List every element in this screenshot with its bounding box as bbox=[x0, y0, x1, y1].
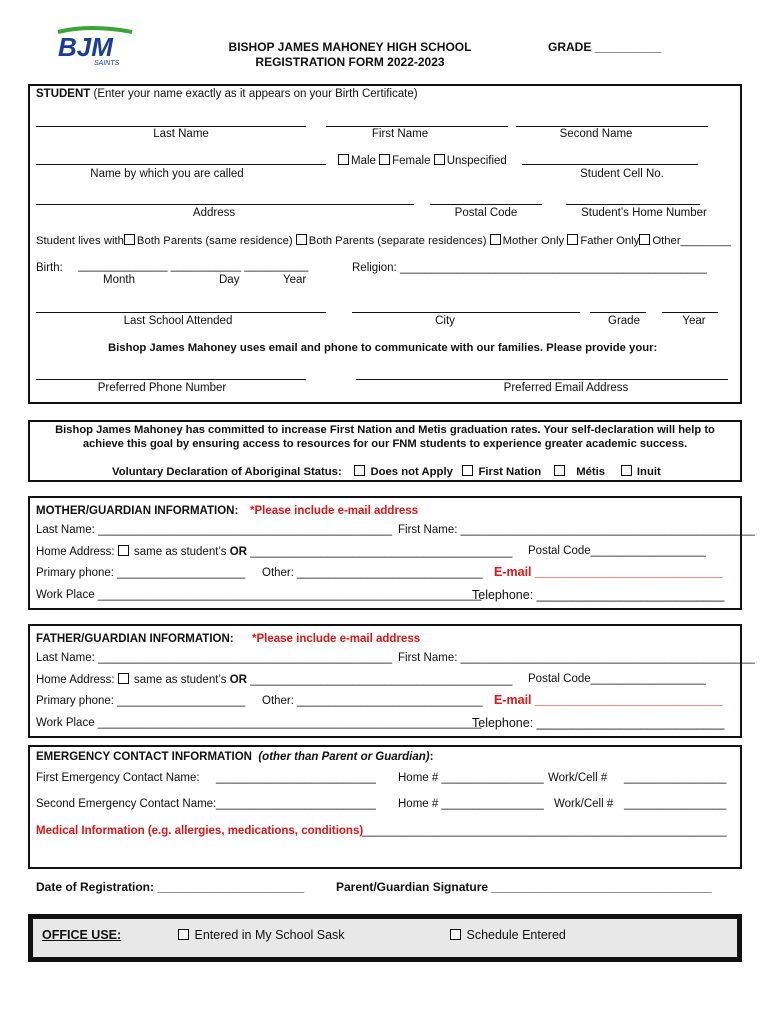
second-name-label: Second Name bbox=[559, 128, 633, 140]
student-heading: STUDENT (Enter your name exactly as it appears on your Birth Certificate) bbox=[36, 88, 418, 100]
checkbox-icon bbox=[379, 154, 390, 165]
aboriginal-text-2: achieve this goal by ensuring access to resources for our FNM students to experience greater academic success. bbox=[82, 438, 688, 450]
second-emergency-work-label: Work/Cell # bbox=[554, 798, 614, 810]
checkbox-icon bbox=[296, 234, 307, 245]
office-use-section bbox=[33, 919, 737, 957]
father-email[interactable]: E-mail ___________________________ bbox=[494, 693, 723, 707]
day-label: Day bbox=[219, 274, 240, 286]
form-title: REGISTRATION FORM 2022-2023 bbox=[255, 55, 445, 69]
mother-email[interactable]: E-mail ___________________________ bbox=[494, 565, 723, 579]
medical-blank[interactable]: _________________________________________________________ bbox=[362, 825, 727, 837]
lives-mother-only-option[interactable]: Mother Only bbox=[490, 235, 565, 247]
checkbox-icon bbox=[450, 929, 461, 940]
cell-label: Student Cell No. bbox=[580, 168, 664, 180]
emergency-heading: EMERGENCY CONTACT INFORMATION (other than Parent or Guardian): bbox=[36, 751, 434, 763]
gender-options bbox=[338, 154, 507, 167]
checkbox-icon bbox=[178, 929, 189, 940]
lives-other-option[interactable]: Other________ bbox=[639, 235, 731, 247]
not-apply-option[interactable]: Does not Apply bbox=[354, 466, 453, 478]
lives-both-separate-option[interactable]: Both Parents (separate residences) bbox=[296, 235, 487, 247]
first-emergency-label: First Emergency Contact Name: bbox=[36, 772, 200, 784]
lives-father-only-option[interactable]: Father Only bbox=[567, 235, 639, 247]
first-emergency-work-blank[interactable]: ________________ bbox=[624, 772, 727, 784]
first-emergency-name-blank[interactable]: _________________________ bbox=[216, 772, 376, 784]
school-logo bbox=[50, 26, 142, 68]
birth-label: Birth: bbox=[36, 262, 63, 274]
registration-date[interactable]: Date of Registration: ______________________ bbox=[36, 880, 305, 894]
school-name: BISHOP JAMES MAHONEY HIGH SCHOOL bbox=[228, 40, 472, 54]
mother-address-blank[interactable]: _________________________________________ bbox=[250, 546, 513, 558]
father-telephone[interactable]: Telephone: ___________________________ bbox=[472, 716, 725, 730]
address-label: Address bbox=[192, 207, 236, 219]
mother-first-name[interactable]: First Name: ______________________________________________ bbox=[398, 524, 755, 536]
grade-label: Grade bbox=[608, 315, 640, 327]
entered-option[interactable]: Entered in My School Sask bbox=[178, 928, 345, 942]
checkbox-icon bbox=[567, 234, 578, 245]
postal-label: Postal Code bbox=[454, 207, 518, 219]
email-label: Preferred Email Address bbox=[503, 382, 629, 394]
second-emergency-home[interactable]: Home # ________________ bbox=[398, 798, 544, 810]
father-first-name[interactable]: First Name: ______________________________________________ bbox=[398, 652, 755, 664]
checkbox-icon bbox=[490, 234, 501, 245]
father-address-blank[interactable]: _________________________________________ bbox=[250, 674, 513, 686]
lives-both-same-option[interactable]: Both Parents (same residence) bbox=[124, 235, 293, 247]
first-name-label: First Name bbox=[371, 128, 429, 140]
second-emergency-name-blank[interactable]: _________________________ bbox=[216, 798, 376, 810]
checkbox-icon bbox=[338, 154, 349, 165]
gender-female-option[interactable]: Female bbox=[379, 155, 430, 167]
first-emergency-work-label: Work/Cell # bbox=[548, 772, 608, 784]
mother-work-place[interactable]: Work Place ____________________________________________________________ bbox=[36, 589, 482, 601]
father-work-place[interactable]: Work Place ____________________________________________________________ bbox=[36, 717, 482, 729]
mother-email-note: *Please include e-mail address bbox=[250, 505, 419, 517]
called-name-label: Name by which you are called bbox=[90, 168, 244, 180]
inuit-option[interactable]: Inuit bbox=[621, 466, 661, 478]
mother-primary-phone[interactable]: Primary phone: ____________________ bbox=[36, 567, 246, 579]
father-home-address: Home Address: same as student’s OR _________________________________________ bbox=[36, 674, 513, 686]
religion-field[interactable]: Religion: ________________________________________________ bbox=[352, 262, 707, 274]
month-label: Month bbox=[103, 274, 135, 286]
checkbox-icon bbox=[434, 154, 445, 165]
mother-postal[interactable]: Postal Code__________________ bbox=[528, 545, 706, 557]
father-heading: FATHER/GUARDIAN INFORMATION: bbox=[36, 633, 234, 645]
first-nation-option[interactable]: First Nation bbox=[462, 466, 541, 478]
mother-other-phone[interactable]: Other: _____________________________ bbox=[262, 567, 483, 579]
city-label: City bbox=[435, 315, 455, 327]
medical-label: Medical Information (e.g. allergies, medications, conditions) bbox=[36, 825, 364, 837]
second-emergency-label: Second Emergency Contact Name: bbox=[36, 798, 217, 810]
logo-subtext: SAINTS bbox=[94, 60, 120, 67]
mother-heading: MOTHER/GUARDIAN INFORMATION: bbox=[36, 505, 239, 517]
mother-last-name[interactable]: Last Name: ______________________________________________ bbox=[36, 524, 393, 536]
father-other-phone[interactable]: Other: _____________________________ bbox=[262, 695, 483, 707]
lives-with-row: Student lives with Both Parents (same residence) Both Parents (separate residences) Mother Only Father Only Other________ bbox=[36, 235, 731, 247]
birth-blanks[interactable]: ______________ ___________ __________ bbox=[78, 260, 309, 272]
gender-unspecified-option[interactable]: Unspecified bbox=[434, 155, 507, 167]
grade-field[interactable]: GRADE __________ bbox=[548, 40, 662, 54]
checkbox-icon bbox=[124, 234, 135, 245]
checkbox-icon bbox=[118, 545, 129, 556]
last-school-label: Last School Attended bbox=[123, 315, 233, 327]
father-last-name[interactable]: Last Name: ______________________________________________ bbox=[36, 652, 393, 664]
father-same-as-option[interactable]: same as student’s bbox=[118, 674, 227, 686]
mother-same-as-option[interactable]: same as student’s bbox=[118, 546, 227, 558]
schedule-option[interactable]: Schedule Entered bbox=[450, 928, 566, 942]
aboriginal-declaration: Voluntary Declaration of Aboriginal Status: Does not Apply First Nation Métis Inuit bbox=[112, 466, 661, 478]
phone-label: Preferred Phone Number bbox=[97, 382, 227, 394]
father-postal[interactable]: Postal Code__________________ bbox=[528, 673, 706, 685]
home-number-label: Student’s Home Number bbox=[581, 207, 707, 219]
checkbox-icon bbox=[354, 465, 365, 476]
mother-home-address: Home Address: same as student’s OR _________________________________________ bbox=[36, 546, 513, 558]
checkbox-icon bbox=[639, 234, 650, 245]
second-emergency-work-blank[interactable]: ________________ bbox=[624, 798, 727, 810]
gender-male-option[interactable]: Male bbox=[338, 155, 376, 167]
contact-intro: Bishop James Mahoney uses email and phone to communicate with our families. Please provide your: bbox=[108, 342, 658, 354]
metis-option[interactable]: Métis bbox=[554, 466, 605, 478]
mother-telephone[interactable]: Telephone: ___________________________ bbox=[472, 588, 725, 602]
logo-text: BJM bbox=[58, 32, 113, 62]
checkbox-icon bbox=[462, 465, 473, 476]
checkbox-icon bbox=[621, 465, 632, 476]
year2-label: Year bbox=[682, 315, 706, 327]
checkbox-icon bbox=[118, 673, 129, 684]
first-emergency-home[interactable]: Home # ________________ bbox=[398, 772, 544, 784]
year-label: Year bbox=[283, 274, 307, 286]
checkbox-icon bbox=[554, 465, 565, 476]
last-name-label: Last Name bbox=[153, 128, 209, 140]
aboriginal-text-1: Bishop James Mahoney has committed to increase First Nation and Metis graduation rates. Your self-declaration will help to bbox=[55, 424, 715, 436]
father-email-note: *Please include e-mail address bbox=[252, 633, 421, 645]
parent-signature[interactable]: Parent/Guardian Signature _________________________________ bbox=[336, 880, 712, 894]
father-primary-phone[interactable]: Primary phone: ____________________ bbox=[36, 695, 246, 707]
office-use-label: OFFICE USE: bbox=[42, 928, 122, 942]
